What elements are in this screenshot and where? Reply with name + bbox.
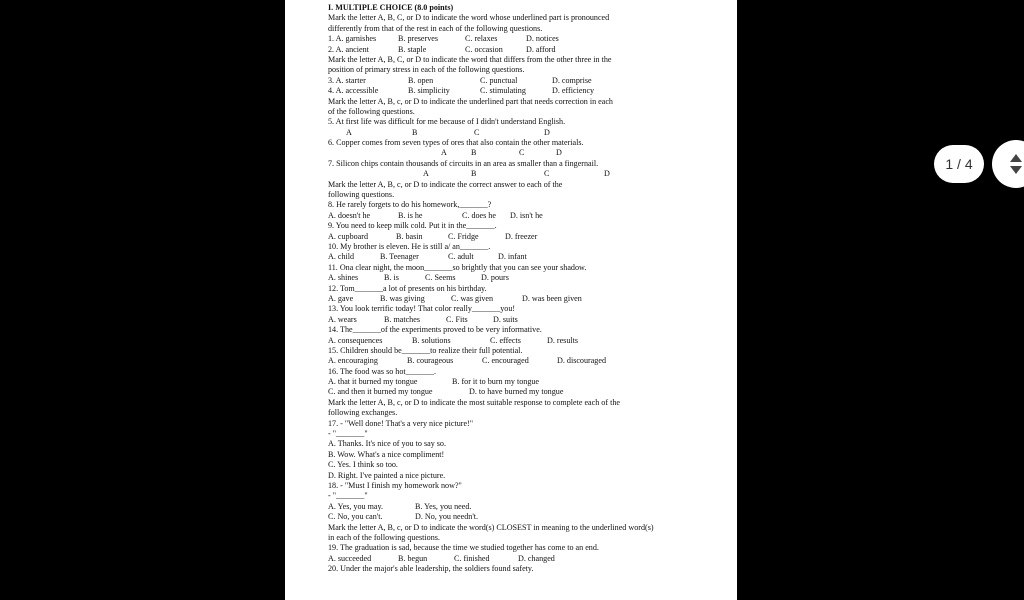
doc-line [328, 387, 728, 397]
doc-text: 17. - "Well done! That's a very nice picture!" [328, 418, 474, 428]
doc-text: A. gave [328, 293, 354, 303]
doc-line [328, 200, 728, 210]
doc-text: B. preserves [398, 34, 439, 44]
doc-line [328, 117, 728, 127]
doc-text: A. Thanks. It's nice of you to say so. [328, 439, 446, 449]
doc-line [328, 502, 728, 512]
doc-text: B. solutions [412, 335, 451, 345]
doc-text: 19. The graduation is sad, because the time we studied together has come to an end. [328, 543, 599, 553]
doc-text: 7. Silicon chips contain thousands of circuits in an area as smaller than a fingernail. [328, 158, 599, 168]
doc-text: B. Wow. What's a nice compliment! [328, 449, 445, 459]
doc-text: differently from that of the rest in each of the following questions. [328, 23, 543, 33]
doc-line [328, 336, 728, 346]
doc-line [328, 356, 728, 366]
doc-text: Mark the letter A, B, c, or D to indicate the correct answer to each of the [328, 179, 563, 189]
doc-line [328, 377, 728, 387]
doc-text: 14. The_______of the experiments proved to be very informative. [328, 325, 542, 335]
doc-text: C. adult [448, 252, 474, 262]
doc-line [328, 86, 728, 96]
doc-text: B. was giving [380, 293, 425, 303]
doc-text: B. open [408, 75, 434, 85]
doc-text: 2. A. ancient [328, 44, 369, 54]
doc-line [328, 211, 728, 221]
doc-text: D [556, 148, 562, 158]
doc-text: D. No, you needn't. [415, 512, 479, 522]
doc-text: Mark the letter A, B, c, or D to indicate the underlined part that needs correction in each [328, 96, 613, 106]
doc-line [328, 325, 728, 335]
doc-text: B. courageous [407, 356, 454, 366]
doc-line [328, 159, 728, 169]
doc-text: A. Yes, you may. [328, 501, 384, 511]
doc-text: position of primary stress in each of the following questions. [328, 65, 525, 75]
doc-line [328, 13, 728, 23]
page-counter: 1 / 4 [934, 145, 984, 183]
doc-text: C. occasion [465, 44, 503, 54]
doc-text: A. wears [328, 314, 357, 324]
doc-line [328, 367, 728, 377]
doc-text: 13. You look terrific today! That color really_______you! [328, 304, 516, 314]
doc-line [328, 471, 728, 481]
doc-text: D. freezer [505, 231, 538, 241]
doc-text: 15. Children should be_______to realize their full potential. [328, 345, 523, 355]
doc-line [328, 45, 728, 55]
doc-text: B. begun [398, 553, 428, 563]
doc-line [328, 543, 728, 553]
doc-text: C. encouraged [482, 356, 529, 366]
doc-text: A. succeeded [328, 553, 372, 563]
doc-text: B. for it to burn my tongue [452, 377, 539, 387]
document-page [285, 0, 737, 600]
doc-text: B. Yes, you need. [415, 501, 472, 511]
doc-text: A. encouraging [328, 356, 378, 366]
doc-line [328, 24, 728, 34]
doc-line [328, 232, 728, 242]
doc-text: B. staple [398, 44, 427, 54]
doc-line [328, 564, 728, 574]
doc-line [328, 523, 728, 533]
doc-text: 12. Tom_______a lot of presents on his birthday. [328, 283, 487, 293]
doc-text: A. doesn't he [328, 210, 371, 220]
doc-text: B. is [384, 273, 399, 283]
doc-line [328, 398, 728, 408]
doc-text: D [604, 169, 610, 179]
doc-text: C. was given [451, 293, 494, 303]
doc-line [328, 97, 728, 107]
doc-line [328, 439, 728, 449]
doc-line [328, 55, 728, 65]
doc-text: D. was been given [522, 293, 582, 303]
doc-text: C [474, 127, 480, 137]
doc-line [328, 34, 728, 44]
doc-text: I. MULTIPLE CHOICE (8.0 points) [328, 3, 454, 12]
doc-text: D. infant [498, 252, 527, 262]
doc-text: B. basin [396, 231, 423, 241]
doc-text: C. Seems [425, 273, 456, 283]
doc-line [328, 533, 728, 543]
doc-line [328, 294, 728, 304]
doc-line [328, 460, 728, 470]
doc-line [328, 481, 728, 491]
doc-text: 9. You need to keep milk cold. Put it in the_______. [328, 221, 497, 231]
doc-text: C. Fits [446, 314, 468, 324]
doc-line [328, 419, 728, 429]
doc-line [328, 65, 728, 75]
doc-text: 1. A. garnishes [328, 34, 377, 44]
doc-text: D. suits [493, 314, 518, 324]
doc-text: 20. Under the major's able leadership, the soldiers found safety. [328, 564, 534, 574]
doc-line [328, 252, 728, 262]
doc-text: D. changed [518, 553, 555, 563]
doc-text: 5. At first life was difficult for me because of I didn't understand English. [328, 117, 566, 127]
doc-text: D. Right. I've painted a nice picture. [328, 470, 446, 480]
doc-text: of the following questions. [328, 106, 415, 116]
doc-text: D. pours [481, 273, 509, 283]
doc-text: D. comprise [552, 75, 592, 85]
doc-text: A. that it burned my tongue [328, 377, 418, 387]
doc-line [328, 180, 728, 190]
doc-line [328, 346, 728, 356]
doc-line [328, 221, 728, 231]
page-scroll-button[interactable] [992, 140, 1024, 188]
doc-text: A. shines [328, 273, 359, 283]
doc-line [328, 3, 728, 13]
doc-text: 16. The food was so hot_______. [328, 366, 436, 376]
doc-text: D [544, 127, 550, 137]
doc-text: C [544, 169, 550, 179]
doc-text: 10. My brother is eleven. He is still a/ an_______. [328, 241, 491, 251]
doc-text: in each of the following questions. [328, 532, 440, 542]
doc-text: C. effects [490, 335, 521, 345]
doc-line [328, 554, 728, 564]
doc-text: A. consequences [328, 335, 383, 345]
doc-text: D. to have burned my tongue [469, 387, 564, 397]
doc-text: - "_______" [328, 491, 368, 501]
doc-text: B [412, 127, 418, 137]
doc-text: C. stimulating [480, 86, 526, 96]
doc-text: C. punctual [480, 75, 518, 85]
doc-text: Mark the letter A, B, C, or D to indicate the word that differs from the other three in the [328, 54, 612, 64]
doc-text: B. matches [384, 314, 420, 324]
doc-text: 6. Copper comes from seven types of ores that also contain the other materials. [328, 138, 584, 148]
doc-text: C. finished [454, 553, 490, 563]
doc-text: following exchanges. [328, 408, 398, 418]
doc-text: 8. He rarely forgets to do his homework,_______? [328, 200, 492, 210]
doc-text: D. efficiency [552, 86, 595, 96]
doc-text: A [423, 169, 429, 179]
doc-text: 4. A. accessible [328, 86, 379, 96]
doc-text: C [519, 148, 525, 158]
doc-text: Mark the letter A, B, c, or D to indicate the most suitable response to complete each of the [328, 397, 620, 407]
doc-text: D. afford [526, 44, 556, 54]
doc-line [328, 107, 728, 117]
doc-line [328, 408, 728, 418]
doc-text: 11. Ona clear night, the moon_______so brightly that you can see your shadow. [328, 262, 587, 272]
up-down-arrows-icon [1009, 153, 1023, 175]
doc-text: C. No, you can't. [328, 512, 383, 522]
doc-line [328, 315, 728, 325]
doc-line [328, 148, 728, 158]
doc-text: D. discouraged [557, 356, 606, 366]
doc-text: C. Yes. I think so too. [328, 460, 398, 470]
doc-text: Mark the letter A, B, c, or D to indicate the word(s) CLOSEST in meaning to the underlined word(s) [328, 522, 654, 532]
doc-text: B [471, 169, 477, 179]
doc-line [328, 491, 728, 501]
doc-text: following questions. [328, 190, 395, 200]
doc-line [328, 304, 728, 314]
doc-text: D. isn't he [510, 210, 543, 220]
doc-text: D. results [547, 335, 579, 345]
doc-line [328, 284, 728, 294]
doc-text: - "_______" [328, 429, 368, 439]
doc-line [328, 169, 728, 179]
doc-text: 18. - "Must I finish my homework now?" [328, 480, 462, 490]
doc-text: B. is he [398, 210, 423, 220]
doc-line [328, 76, 728, 86]
doc-text: A [346, 127, 352, 137]
doc-line [328, 190, 728, 200]
doc-text: A. cupboard [328, 231, 369, 241]
doc-line [328, 242, 728, 252]
doc-line [328, 128, 728, 138]
doc-line [328, 273, 728, 283]
doc-text: C. Fridge [448, 231, 479, 241]
document-content [328, 3, 728, 574]
doc-text: C. does he [462, 210, 496, 220]
doc-text: A [441, 148, 447, 158]
doc-text: C. relaxes [465, 34, 498, 44]
doc-text: B [471, 148, 477, 158]
doc-line [328, 263, 728, 273]
doc-line [328, 429, 728, 439]
doc-line [328, 138, 728, 148]
doc-text: Mark the letter A, B, C, or D to indicate the word whose underlined part is pronounced [328, 13, 610, 23]
doc-text: B. Teenager [380, 252, 419, 262]
doc-text: C. and then it burned my tongue [328, 387, 433, 397]
doc-text: A. child [328, 252, 355, 262]
doc-line [328, 450, 728, 460]
doc-text: D. notices [526, 34, 559, 44]
doc-text: B. simplicity [408, 86, 450, 96]
doc-text: 3. A. starter [328, 75, 366, 85]
doc-line [328, 512, 728, 522]
